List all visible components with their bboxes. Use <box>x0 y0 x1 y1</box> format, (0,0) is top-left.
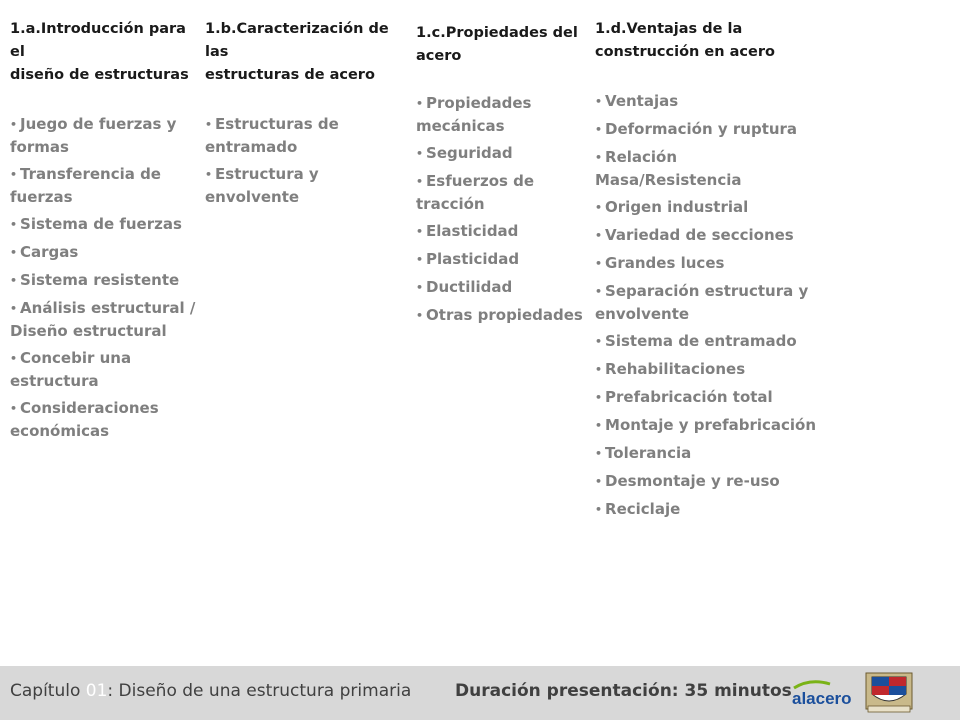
bullet-dot-icon: • <box>595 229 603 242</box>
column-title: 1.d.Ventajas de la construcción en acero <box>595 21 775 60</box>
bullet-dot-icon: • <box>595 419 603 432</box>
bullet-dot-icon: • <box>595 335 603 348</box>
bullet-dot-icon: • <box>10 302 18 315</box>
bullet-text: Propiedades mecánicas <box>416 94 532 135</box>
bullet-item <box>416 170 594 215</box>
bullet-item <box>416 248 594 271</box>
bullet-dot-icon: • <box>10 246 18 259</box>
bullet-item <box>10 113 202 158</box>
bullet-dot-icon: • <box>205 168 213 181</box>
bullet-text: Reciclaje <box>605 500 681 518</box>
bullet-dot-icon: • <box>416 281 424 294</box>
bullet-dot-icon: • <box>10 352 18 365</box>
bullet-list <box>416 92 594 327</box>
bullet-text: Origen industrial <box>605 198 749 216</box>
bullet-item <box>595 386 825 409</box>
bullet-dot-icon: • <box>595 503 603 516</box>
chapter-label <box>10 681 411 701</box>
bullet-text: Estructura y envolvente <box>205 165 319 206</box>
bullet-item <box>10 297 202 342</box>
column-title: 1.b.Caracterización de las estructuras de acero <box>205 21 389 83</box>
bullet-item <box>595 90 825 113</box>
bullet-dot-icon: • <box>10 168 18 181</box>
bullet-item <box>416 304 594 327</box>
bullet-text: Consideraciones económicas <box>10 399 159 440</box>
bullet-item <box>595 498 825 521</box>
bullet-dot-icon: • <box>595 475 603 488</box>
column-introduccion <box>10 18 202 447</box>
bullet-text: Sistema resistente <box>20 271 180 289</box>
bullet-dot-icon: • <box>595 391 603 404</box>
bullet-dot-icon: • <box>10 274 18 287</box>
bullet-dot-icon: • <box>595 285 603 298</box>
bullet-item <box>595 330 825 353</box>
bullet-dot-icon: • <box>416 147 424 160</box>
bullet-item <box>416 142 594 165</box>
bullet-list <box>10 113 202 442</box>
bullet-dot-icon: • <box>10 218 18 231</box>
bullet-dot-icon: • <box>205 118 213 131</box>
bullet-dot-icon: • <box>10 118 18 131</box>
bullet-item <box>10 269 202 292</box>
bullet-item <box>10 397 202 442</box>
bullet-text: Sistema de entramado <box>605 332 797 350</box>
bullet-dot-icon: • <box>595 201 603 214</box>
bullet-item <box>595 358 825 381</box>
bullet-item <box>10 347 202 392</box>
bullet-item <box>595 442 825 465</box>
bullet-list <box>595 90 825 521</box>
university-crest-icon <box>862 672 916 714</box>
bullet-dot-icon: • <box>595 95 603 108</box>
bullet-dot-icon: • <box>595 363 603 376</box>
bullet-text: Tolerancia <box>605 444 692 462</box>
bullet-item <box>595 196 825 219</box>
bullet-text: Juego de fuerzas y formas <box>10 115 177 156</box>
bullet-text: Grandes luces <box>605 254 725 272</box>
bullet-item <box>595 470 825 493</box>
bullet-dot-icon: • <box>416 175 424 188</box>
bullet-item <box>595 146 825 191</box>
bullet-text: Seguridad <box>426 144 513 162</box>
bullet-item <box>10 213 202 236</box>
chapter-prefix: Capítulo <box>10 681 86 701</box>
bullet-list <box>205 113 405 208</box>
bullet-text: Deformación y ruptura <box>605 120 798 138</box>
bullet-dot-icon: • <box>595 123 603 136</box>
bullet-item <box>416 220 594 243</box>
bullet-text: Esfuerzos de tracción <box>416 172 535 213</box>
bullet-dot-icon: • <box>416 309 424 322</box>
bullet-text: Cargas <box>20 243 79 261</box>
bullet-item <box>10 241 202 264</box>
bullet-text: Estructuras de entramado <box>205 115 339 156</box>
bullet-dot-icon: • <box>595 447 603 460</box>
bullet-dot-icon: • <box>416 97 424 110</box>
bullet-text: Relación Masa/Resistencia <box>595 148 742 189</box>
bullet-dot-icon: • <box>10 402 18 415</box>
footer-bar <box>0 666 960 720</box>
duration-label: Duración presentación: 35 minutos <box>455 681 792 701</box>
bullet-text: Desmontaje y re-uso <box>605 472 780 490</box>
bullet-text: Rehabilitaciones <box>605 360 746 378</box>
bullet-item <box>416 276 594 299</box>
bullet-text: Concebir una estructura <box>10 349 132 390</box>
chapter-number: 01 <box>85 681 108 701</box>
bullet-dot-icon: • <box>416 225 424 238</box>
bullet-item <box>10 163 202 208</box>
column-ventajas <box>595 18 825 526</box>
bullet-dot-icon: • <box>595 151 603 164</box>
bullet-text: Montaje y prefabricación <box>605 416 817 434</box>
bullet-text: Elasticidad <box>426 222 519 240</box>
bullet-dot-icon: • <box>416 253 424 266</box>
bullet-item <box>595 252 825 275</box>
bullet-item <box>205 113 405 158</box>
bullet-item <box>595 414 825 437</box>
logo-text: alacero <box>792 689 852 708</box>
column-title: 1.c.Propiedades del acero <box>416 25 578 64</box>
chapter-title: : Diseño de una estructura primaria <box>107 681 412 701</box>
column-caracterizacion <box>205 18 405 213</box>
bullet-text: Separación estructura y envolvente <box>595 282 809 323</box>
alacero-logo <box>790 676 860 710</box>
column-title: 1.a.Introducción para el diseño de estructuras <box>10 21 189 83</box>
bullet-text: Ventajas <box>605 92 679 110</box>
bullet-text: Transferencia de fuerzas <box>10 165 161 206</box>
column-propiedades <box>416 22 594 332</box>
bullet-text: Prefabricación total <box>605 388 773 406</box>
bullet-item <box>595 280 825 325</box>
bullet-text: Plasticidad <box>426 250 520 268</box>
bullet-dot-icon: • <box>595 257 603 270</box>
bullet-text: Análisis estructural / Diseño estructural <box>10 299 196 340</box>
bullet-text: Sistema de fuerzas <box>20 215 182 233</box>
bullet-text: Variedad de secciones <box>605 226 794 244</box>
bullet-text: Otras propiedades <box>426 306 583 324</box>
bullet-item <box>595 224 825 247</box>
bullet-item <box>595 118 825 141</box>
bullet-item <box>205 163 405 208</box>
bullet-text: Ductilidad <box>426 278 513 296</box>
bullet-item <box>416 92 594 137</box>
